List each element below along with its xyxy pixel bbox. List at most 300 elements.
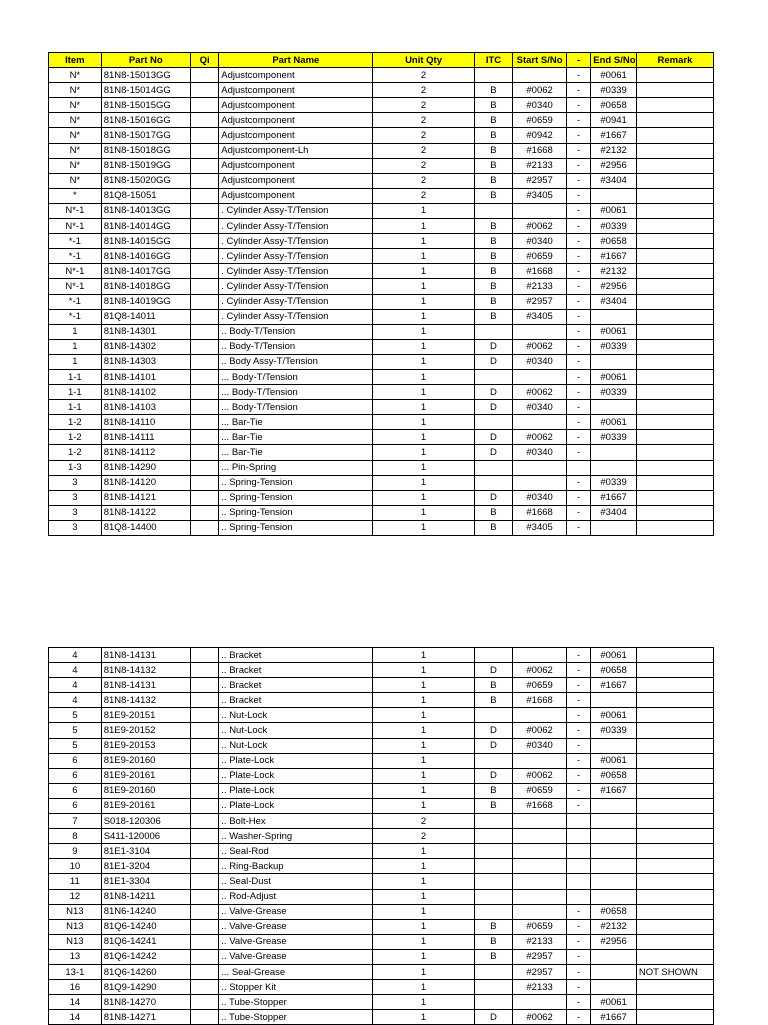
cell-unit-qty: 1 [373,234,474,249]
table-row [49,663,714,678]
cell-itc: B [474,693,513,708]
cell-qi [190,445,218,460]
cell-itc: B [474,294,513,309]
cell-remark [636,143,713,158]
cell-item: N*-1 [49,203,102,218]
cell-end-sno [591,188,637,203]
cell-remark [636,648,713,663]
cell-item: 1-2 [49,430,102,445]
cell-dash: - [566,783,590,798]
cell-qi [190,829,218,844]
cell-remark [636,98,713,113]
cell-remark [636,520,713,535]
table-row [49,708,714,723]
cell-itc: B [474,783,513,798]
cell-qi [190,859,218,874]
cell-item: 1 [49,339,102,354]
table-row [49,904,714,919]
cell-qi [190,475,218,490]
cell-part-name: . Cylinder Assy-T/Tension [219,203,373,218]
cell-itc [474,68,513,83]
cell-remark [636,219,713,234]
cell-dash: - [566,279,590,294]
cell-itc: B [474,173,513,188]
cell-end-sno: #0339 [591,339,637,354]
cell-itc [474,889,513,904]
parts-table-1-body [49,68,714,536]
cell-part-no: 81E9-20161 [101,768,190,783]
table-row [49,738,714,753]
cell-qi [190,520,218,535]
cell-start-sno: #0942 [513,128,567,143]
cell-itc [474,964,513,979]
cell-start-sno: #2957 [513,173,567,188]
cell-unit-qty: 1 [373,964,474,979]
table-row [49,520,714,535]
header-item: Item [49,53,102,68]
cell-qi [190,904,218,919]
cell-dash: - [566,158,590,173]
table-row [49,475,714,490]
cell-start-sno: #2133 [513,980,567,995]
cell-part-name: .. Spring-Tension [219,475,373,490]
header-unit-qty: Unit Qty [373,53,474,68]
cell-qi [190,768,218,783]
header-dash: - [566,53,590,68]
cell-remark [636,173,713,188]
cell-dash: - [566,798,590,813]
cell-item: *-1 [49,309,102,324]
cell-start-sno [513,475,567,490]
cell-end-sno [591,460,637,475]
cell-dash: - [566,980,590,995]
cell-itc: B [474,520,513,535]
cell-part-no: 81N8-14301 [101,324,190,339]
cell-start-sno: #2957 [513,949,567,964]
cell-start-sno [513,829,567,844]
cell-unit-qty: 1 [373,279,474,294]
cell-part-name: . Cylinder Assy-T/Tension [219,279,373,294]
table-row [49,279,714,294]
table-row [49,234,714,249]
cell-item: 14 [49,995,102,1010]
cell-remark [636,708,713,723]
cell-unit-qty: 1 [373,400,474,415]
cell-itc: B [474,279,513,294]
cell-dash [566,874,590,889]
cell-item: N*-1 [49,264,102,279]
cell-itc: B [474,128,513,143]
cell-dash [566,814,590,829]
cell-item: 1 [49,354,102,369]
table-row [49,354,714,369]
cell-end-sno [591,309,637,324]
cell-item: 12 [49,889,102,904]
cell-end-sno [591,889,637,904]
cell-unit-qty: 1 [373,324,474,339]
cell-dash: - [566,234,590,249]
cell-qi [190,415,218,430]
cell-itc: D [474,385,513,400]
cell-item: N* [49,143,102,158]
cell-part-no: 81N8-14016GG [101,249,190,264]
cell-part-no: S411-120006 [101,829,190,844]
cell-dash: - [566,995,590,1010]
cell-remark [636,738,713,753]
cell-unit-qty: 1 [373,294,474,309]
cell-start-sno: #1668 [513,143,567,158]
cell-part-no: 81N8-14271 [101,1010,190,1025]
cell-dash: - [566,445,590,460]
cell-part-no: 81N8-15017GG [101,128,190,143]
table-row [49,309,714,324]
cell-dash: - [566,430,590,445]
cell-itc: B [474,249,513,264]
cell-part-name: Adjustcomponent [219,158,373,173]
cell-part-no: 81Q8-15051 [101,188,190,203]
cell-qi [190,158,218,173]
cell-part-no: 81N8-14111 [101,430,190,445]
cell-part-no: 81N8-14302 [101,339,190,354]
table-row [49,128,714,143]
cell-item: 13-1 [49,964,102,979]
table-row [49,339,714,354]
cell-remark [636,445,713,460]
cell-part-name: Adjustcomponent [219,98,373,113]
cell-part-name: .. Valve-Grease [219,919,373,934]
cell-start-sno: #0659 [513,678,567,693]
cell-start-sno [513,648,567,663]
table-row [49,980,714,995]
cell-remark [636,768,713,783]
cell-part-no: 81N8-15014GG [101,83,190,98]
cell-itc: D [474,430,513,445]
cell-item: 4 [49,678,102,693]
cell-remark [636,995,713,1010]
cell-part-no: 81N8-14103 [101,400,190,415]
cell-item: *-1 [49,249,102,264]
cell-itc [474,995,513,1010]
cell-dash [566,460,590,475]
cell-unit-qty: 1 [373,385,474,400]
cell-part-name: .. Body-T/Tension [219,324,373,339]
cell-part-name: .. Plate-Lock [219,783,373,798]
header-itc: ITC [474,53,513,68]
cell-dash: - [566,369,590,384]
cell-remark [636,859,713,874]
cell-part-name: . Cylinder Assy-T/Tension [219,219,373,234]
cell-dash: - [566,520,590,535]
cell-qi [190,294,218,309]
cell-itc [474,844,513,859]
cell-start-sno: #0340 [513,98,567,113]
table-row [49,188,714,203]
cell-start-sno: #0062 [513,219,567,234]
cell-part-no: 81N8-14132 [101,663,190,678]
cell-end-sno [591,738,637,753]
cell-end-sno: #2132 [591,264,637,279]
cell-part-name: .. Spring-Tension [219,490,373,505]
header-part-no: Part No [101,53,190,68]
cell-itc [474,874,513,889]
cell-dash: - [566,249,590,264]
cell-item: 1-2 [49,445,102,460]
cell-part-no: 81Q6-14260 [101,964,190,979]
cell-dash: - [566,505,590,520]
cell-remark: NOT SHOWN [636,964,713,979]
cell-remark [636,294,713,309]
cell-qi [190,234,218,249]
cell-unit-qty: 1 [373,219,474,234]
cell-remark [636,309,713,324]
cell-part-name: .. Bracket [219,648,373,663]
cell-end-sno: #0339 [591,430,637,445]
cell-start-sno: #0659 [513,249,567,264]
cell-part-no: 81N8-15019GG [101,158,190,173]
cell-dash: - [566,173,590,188]
table-row [49,173,714,188]
cell-remark [636,430,713,445]
cell-remark [636,113,713,128]
cell-part-name: .. Spring-Tension [219,505,373,520]
cell-part-name: Adjustcomponent [219,188,373,203]
cell-start-sno: #1668 [513,693,567,708]
cell-dash: - [566,339,590,354]
table-row [49,814,714,829]
cell-dash: - [566,708,590,723]
cell-unit-qty: 1 [373,339,474,354]
cell-item: 1-3 [49,460,102,475]
cell-remark [636,264,713,279]
cell-item: N13 [49,934,102,949]
cell-qi [190,400,218,415]
table-row [49,964,714,979]
cell-remark [636,369,713,384]
cell-item: 3 [49,475,102,490]
cell-qi [190,264,218,279]
table-row [49,919,714,934]
cell-part-no: 81N8-14014GG [101,219,190,234]
cell-item: 5 [49,708,102,723]
cell-itc: D [474,490,513,505]
cell-start-sno [513,708,567,723]
cell-remark [636,490,713,505]
cell-part-no: 81Q6-14240 [101,919,190,934]
cell-end-sno: #0339 [591,723,637,738]
cell-start-sno: #0340 [513,354,567,369]
cell-qi [190,339,218,354]
cell-dash: - [566,113,590,128]
cell-itc: B [474,264,513,279]
table-row [49,505,714,520]
cell-item: N* [49,158,102,173]
cell-qi [190,173,218,188]
table-row [49,143,714,158]
cell-part-name: .. Rod-Adjust [219,889,373,904]
cell-dash: - [566,768,590,783]
table-row [49,460,714,475]
cell-remark [636,663,713,678]
cell-unit-qty: 1 [373,708,474,723]
cell-start-sno: #0062 [513,768,567,783]
cell-start-sno: #0062 [513,83,567,98]
cell-part-name: ... Body-T/Tension [219,385,373,400]
cell-part-no: 81N8-15020GG [101,173,190,188]
cell-end-sno: #0339 [591,475,637,490]
cell-part-no: 81E1-3204 [101,859,190,874]
cell-item: 6 [49,783,102,798]
header-qi: Qi [190,53,218,68]
cell-end-sno: #0339 [591,83,637,98]
table-row [49,783,714,798]
cell-remark [636,324,713,339]
cell-qi [190,354,218,369]
cell-unit-qty: 2 [373,98,474,113]
parts-table-2 [48,647,714,1025]
cell-itc: D [474,445,513,460]
cell-item: *-1 [49,294,102,309]
cell-start-sno: #2133 [513,279,567,294]
cell-qi [190,678,218,693]
cell-remark [636,678,713,693]
cell-unit-qty: 1 [373,505,474,520]
cell-part-no: 81N8-14015GG [101,234,190,249]
cell-remark [636,934,713,949]
cell-dash: - [566,143,590,158]
cell-end-sno: #0061 [591,415,637,430]
cell-unit-qty: 1 [373,874,474,889]
parts-table-2-body [49,648,714,1025]
cell-dash: - [566,738,590,753]
cell-qi [190,723,218,738]
cell-qi [190,738,218,753]
cell-unit-qty: 2 [373,83,474,98]
cell-dash: - [566,949,590,964]
cell-itc: D [474,354,513,369]
cell-part-name: .. Bracket [219,678,373,693]
cell-itc [474,980,513,995]
cell-qi [190,934,218,949]
table-row [49,385,714,400]
cell-start-sno [513,460,567,475]
cell-part-name: Adjustcomponent-Lh [219,143,373,158]
cell-item: *-1 [49,234,102,249]
cell-unit-qty: 2 [373,128,474,143]
cell-itc [474,369,513,384]
cell-dash: - [566,723,590,738]
cell-start-sno: #0340 [513,738,567,753]
cell-itc: B [474,98,513,113]
cell-part-no: 81N8-14270 [101,995,190,1010]
cell-end-sno [591,400,637,415]
cell-dash: - [566,415,590,430]
cell-part-name: .. Ring-Backup [219,859,373,874]
cell-part-no: 81N8-14131 [101,648,190,663]
cell-dash [566,829,590,844]
cell-end-sno: #1667 [591,249,637,264]
cell-end-sno: #3404 [591,173,637,188]
cell-dash: - [566,83,590,98]
cell-part-name: .. Body Assy-T/Tension [219,354,373,369]
cell-part-name: .. Seal-Rod [219,844,373,859]
cell-item: N* [49,128,102,143]
cell-itc: D [474,768,513,783]
cell-dash: - [566,693,590,708]
cell-itc: B [474,678,513,693]
cell-end-sno: #2132 [591,919,637,934]
table-row [49,98,714,113]
cell-part-name: .. Bracket [219,693,373,708]
cell-item: 13 [49,949,102,964]
cell-item: 6 [49,753,102,768]
cell-part-no: 81N8-15016GG [101,113,190,128]
cell-unit-qty: 1 [373,678,474,693]
cell-unit-qty: 2 [373,158,474,173]
cell-end-sno: #0061 [591,369,637,384]
cell-remark [636,829,713,844]
cell-dash: - [566,68,590,83]
cell-itc: B [474,113,513,128]
cell-part-no: 81N8-14132 [101,693,190,708]
cell-item: 5 [49,738,102,753]
cell-unit-qty: 1 [373,445,474,460]
cell-start-sno [513,415,567,430]
cell-qi [190,279,218,294]
cell-dash: - [566,294,590,309]
table-row [49,203,714,218]
cell-unit-qty: 1 [373,995,474,1010]
cell-remark [636,814,713,829]
cell-end-sno: #1667 [591,678,637,693]
cell-end-sno: #0061 [591,324,637,339]
cell-dash: - [566,309,590,324]
cell-item: 3 [49,490,102,505]
cell-unit-qty: 1 [373,889,474,904]
cell-part-name: .. Nut-Lock [219,723,373,738]
cell-part-no: 81N8-14131 [101,678,190,693]
cell-remark [636,798,713,813]
cell-dash: - [566,219,590,234]
cell-dash: - [566,490,590,505]
cell-unit-qty: 2 [373,113,474,128]
cell-part-no: 81Q8-14011 [101,309,190,324]
table-row [49,294,714,309]
cell-unit-qty: 1 [373,249,474,264]
cell-item: N* [49,98,102,113]
cell-part-no: 81N8-14211 [101,889,190,904]
cell-qi [190,1010,218,1025]
cell-part-no: 81N8-15015GG [101,98,190,113]
cell-part-no: 81E1-3304 [101,874,190,889]
cell-itc: B [474,798,513,813]
cell-qi [190,648,218,663]
header-part-name: Part Name [219,53,373,68]
cell-item: 6 [49,768,102,783]
cell-start-sno: #0062 [513,385,567,400]
cell-part-name: Adjustcomponent [219,83,373,98]
table-row [49,995,714,1010]
cell-end-sno: #1667 [591,490,637,505]
cell-dash: - [566,385,590,400]
cell-dash: - [566,128,590,143]
cell-start-sno: #1668 [513,798,567,813]
cell-remark [636,1010,713,1025]
cell-end-sno: #0658 [591,98,637,113]
cell-part-no: 81E9-20151 [101,708,190,723]
cell-itc [474,203,513,218]
cell-part-name: .. Bracket [219,663,373,678]
cell-end-sno: #0658 [591,904,637,919]
